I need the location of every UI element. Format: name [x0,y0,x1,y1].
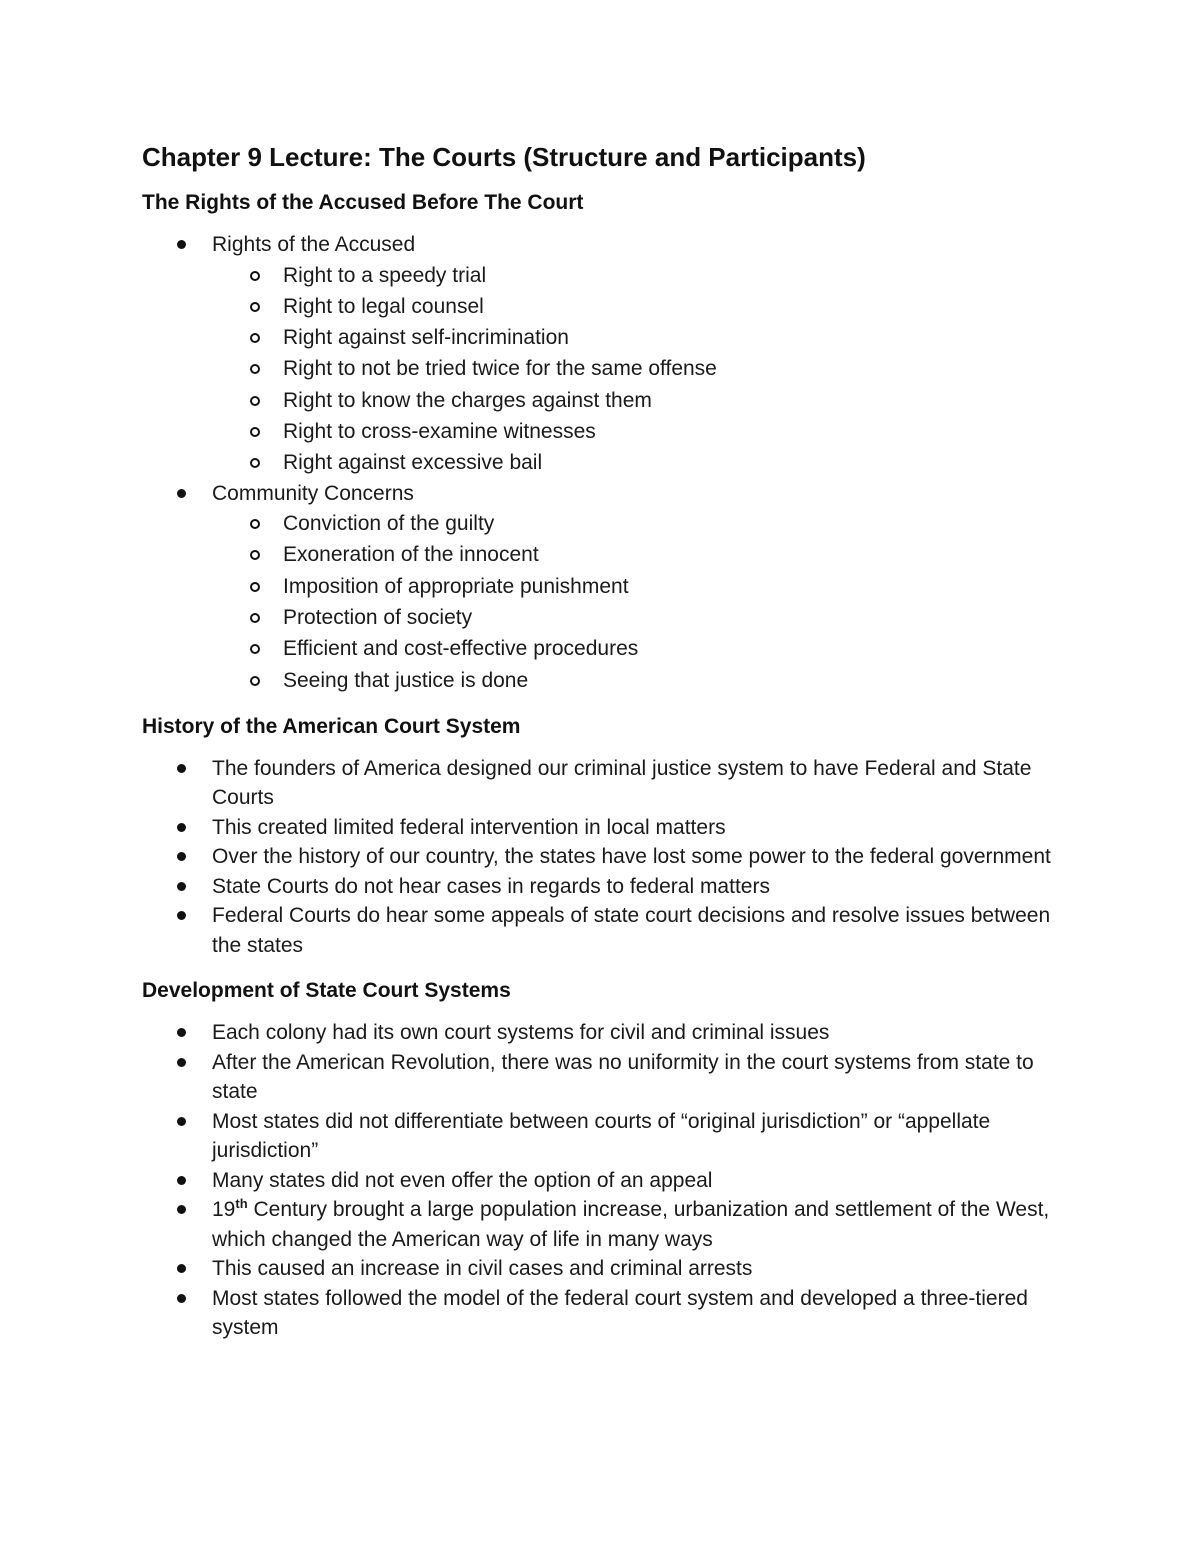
sub-list-item: Protection of society [212,602,1062,633]
list-item: Over the history of our country, the states have lost some power to the federal government [142,842,1062,872]
list-item [142,1195,1062,1254]
list-item: State Courts do not hear cases in regards to federal matters [142,872,1062,902]
list-item: After the American Revolution, there was no uniformity in the court systems from state to state [142,1048,1062,1107]
sub-bullet-list [212,508,1062,696]
sub-list-item: Right to not be tried twice for the same offense [212,353,1062,384]
section-history-court-system [142,712,1062,961]
sub-list-item: Exoneration of the innocent [212,539,1062,570]
sub-list-item: Efficient and cost-effective procedures [212,633,1062,664]
sub-list-item: Seeing that justice is done [212,665,1062,696]
ordinal-superscript: th [235,1196,248,1212]
list-item: This created limited federal intervention in local matters [142,813,1062,843]
sub-list-item: Conviction of the guilty [212,508,1062,539]
sub-list-item: Imposition of appropriate punishment [212,571,1062,602]
list-item: Most states did not differentiate between courts of “original jurisdiction” or “appellate jurisdiction” [142,1107,1062,1166]
list-item: This caused an increase in civil cases and criminal arrests [142,1254,1062,1284]
bullet-list [142,1018,1062,1343]
list-item: Many states did not even offer the option of an appeal [142,1166,1062,1196]
section-heading: History of the American Court System [142,714,521,738]
bullet-list [142,754,1062,961]
section-rights-of-accused [142,188,1062,696]
sub-list-item: Right to a speedy trial [212,260,1062,291]
century-number: 19 [212,1198,236,1222]
sub-list-item: Right to cross-examine witnesses [212,416,1062,447]
list-item-text: Community Concerns [212,481,414,505]
list-item [142,479,1062,696]
list-item-text: Century brought a large population increase, urbanization and settlement of the West, which changed the American way of life in many ways [212,1198,1050,1251]
list-item: Most states followed the model of the federal court system and developed a three-tiered system [142,1284,1062,1343]
document-page [142,138,1062,1359]
sub-list-item: Right to know the charges against them [212,385,1062,416]
list-item [142,230,1062,479]
sub-bullet-list [212,260,1062,479]
section-state-court-development [142,976,1062,1343]
section-heading: Development of State Court Systems [142,979,511,1003]
list-item-text: Rights of the Accused [212,233,416,256]
sub-list-item: Right to legal counsel [212,291,1062,322]
list-item: Each colony had its own court systems for civil and criminal issues [142,1018,1062,1048]
section-heading: The Rights of the Accused Before The Court [142,191,584,214]
sub-list-item: Right against excessive bail [212,447,1062,478]
list-item: The founders of America designed our criminal justice system to have Federal and State Courts [142,754,1062,813]
list-item: Federal Courts do hear some appeals of state court decisions and resolve issues between the states [142,901,1062,960]
bullet-list [142,230,1062,696]
sub-list-item: Right against self-incrimination [212,322,1062,353]
document-title: Chapter 9 Lecture: The Courts (Structure and Participants) [142,142,866,172]
